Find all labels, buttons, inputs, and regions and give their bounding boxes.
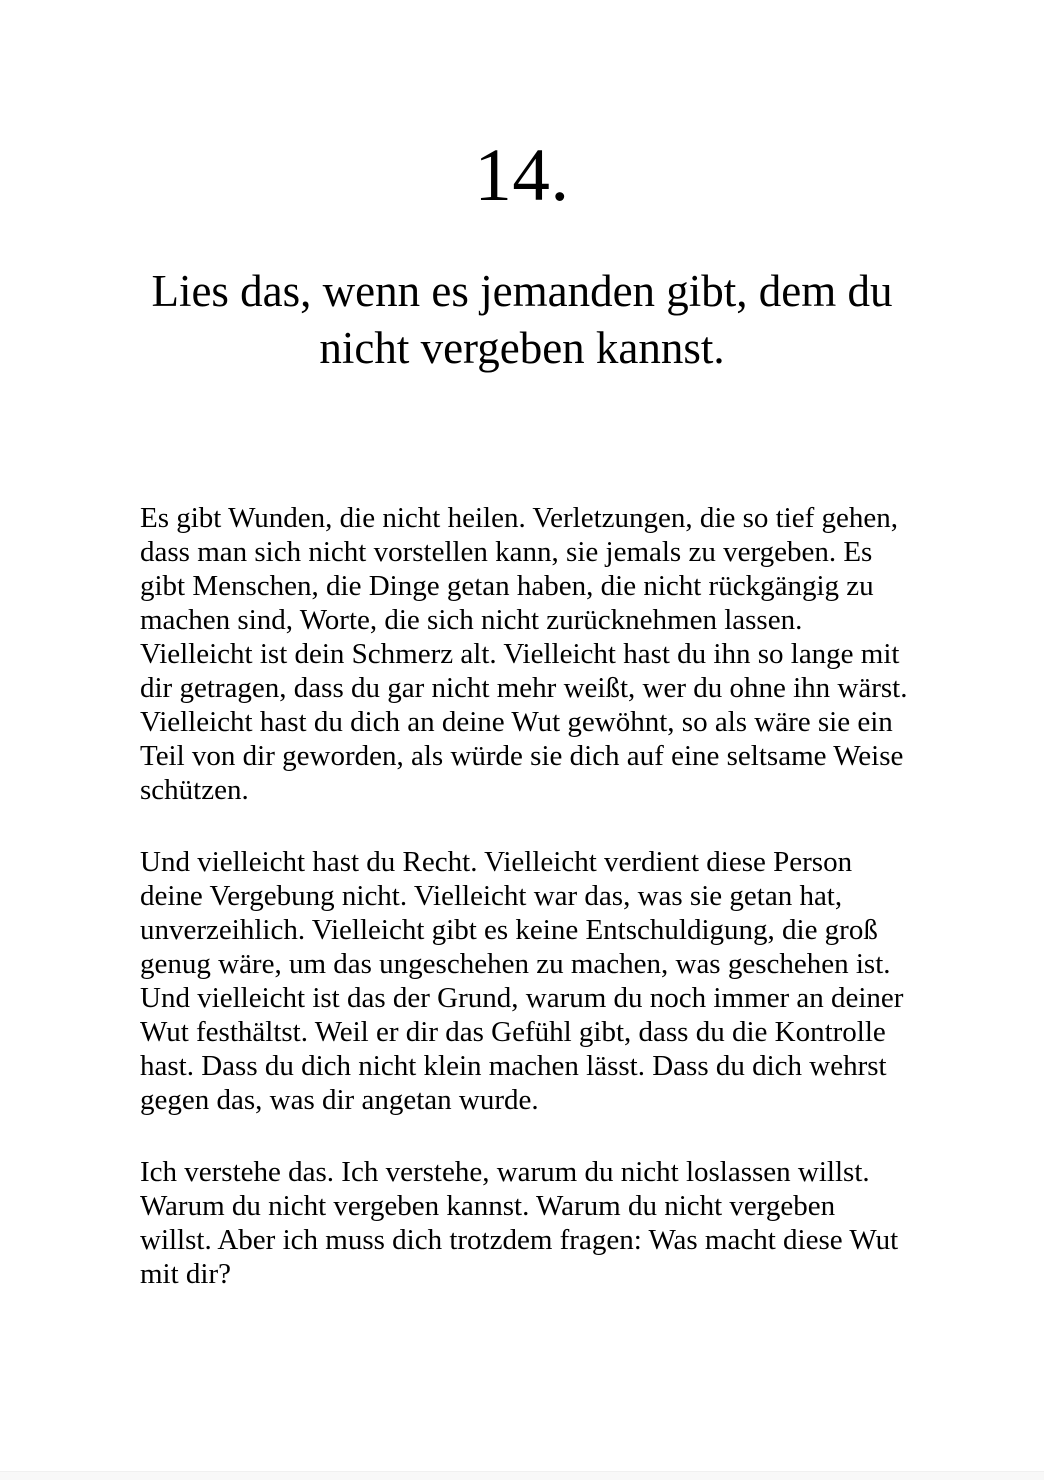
page-bottom-edge [0, 1471, 1044, 1480]
body-paragraph: Es gibt Wunden, die nicht heilen. Verletzungen, die so tief gehen, dass man sich nicht vorstellen kann, sie jemals zu vergeben. Es gibt Menschen, die Dinge getan haben, die nicht rückgängig zu machen sind, Worte, die sich nicht zurücknehmen lassen. Vielleicht ist dein Schmerz alt. Vielleicht hast du ihn so lange mit dir getragen, dass du gar nicht mehr weißt, wer du ohne ihn wärst. Vielleicht hast du dich an deine Wut gewöhnt, so als wäre sie ein Teil von dir geworden, als würde sie dich auf eine seltsame Weise schützen. [140, 502, 908, 806]
body-paragraph: Ich verstehe das. Ich verstehe, warum du nicht loslassen willst. Warum du nicht vergeben kannst. Warum du nicht vergeben willst. Aber ich muss dich trotzdem fragen: Was macht diese Wut mit dir? [140, 1156, 899, 1290]
body-paragraph: Und vielleicht hast du Recht. Vielleicht verdient diese Person deine Vergebung nicht. Vielleicht war das, was sie getan hat, unverzeihlich. Vielleicht gibt es keine Entschuldigung, die groß genug wäre, um das ungeschehen zu machen, was geschehen ist. Und vielleicht ist das der Grund, warum du noch immer an deiner Wut festhältst. Weil er dir das Gefühl gibt, dass du die Kontrolle hast. Dass du dich nicht klein machen lässt. Dass du dich wehrst gegen das, was dir angetan wurde. [140, 846, 904, 1116]
chapter-title: Lies das, wenn es jemanden gibt, dem du nicht vergeben kannst. [151, 266, 893, 373]
chapter-number: 14. [474, 134, 570, 217]
chapter-body [140, 501, 912, 1291]
